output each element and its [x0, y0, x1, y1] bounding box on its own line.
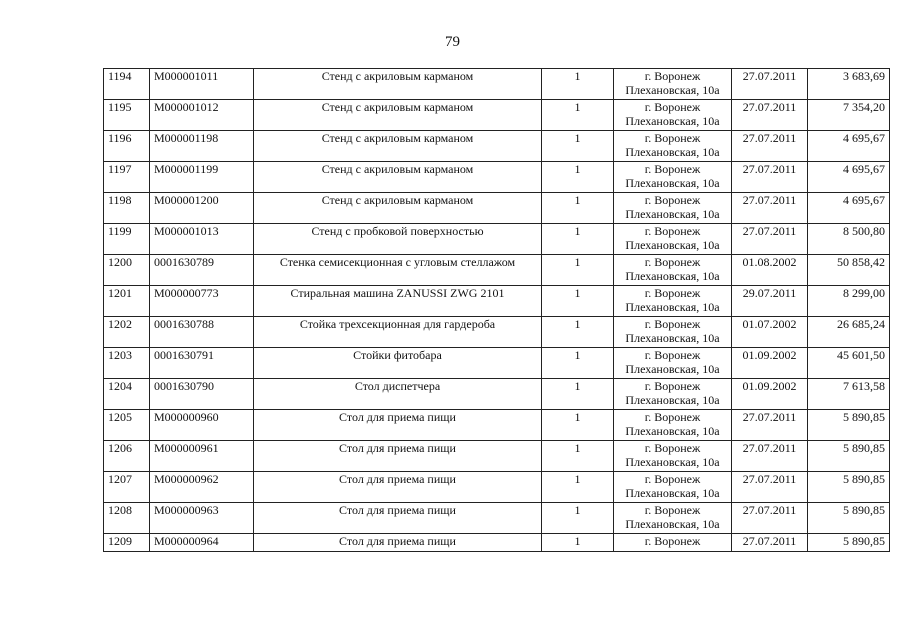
inventory-code-cell: М000000961 [150, 441, 254, 472]
value-cell: 4 695,67 [808, 162, 890, 193]
row-number-cell: 1201 [104, 286, 150, 317]
quantity-cell: 1 [542, 503, 614, 534]
table-row [104, 441, 890, 472]
row-number-cell: 1196 [104, 131, 150, 162]
address-cell [614, 348, 732, 379]
address-street: Плехановская, 10а [625, 114, 720, 128]
item-name-cell: Стенд с пробковой поверхностью [254, 224, 542, 255]
inventory-code-cell: М000000962 [150, 472, 254, 503]
address-cell [614, 534, 732, 552]
table-row [104, 317, 890, 348]
value-cell: 3 683,69 [808, 69, 890, 100]
address-city: г. Воронеж [644, 162, 701, 176]
address-street: Плехановская, 10а [625, 145, 720, 159]
address-street: Плехановская, 10а [625, 331, 720, 345]
address-city: г. Воронеж [644, 503, 701, 517]
address-city: г. Воронеж [644, 255, 701, 269]
table-row [104, 410, 890, 441]
item-name-cell: Стенд с акриловым карманом [254, 69, 542, 100]
inventory-code-cell: М000000773 [150, 286, 254, 317]
quantity-cell: 1 [542, 69, 614, 100]
address-cell [614, 317, 732, 348]
table-row [104, 69, 890, 100]
quantity-cell: 1 [542, 441, 614, 472]
address-cell [614, 503, 732, 534]
address-cell [614, 131, 732, 162]
value-cell: 50 858,42 [808, 255, 890, 286]
quantity-cell: 1 [542, 162, 614, 193]
table-row [104, 348, 890, 379]
table-row [104, 162, 890, 193]
date-cell: 27.07.2011 [732, 410, 808, 441]
address-city: г. Воронеж [644, 348, 701, 362]
item-name-cell: Стол для приема пищи [254, 472, 542, 503]
quantity-cell: 1 [542, 286, 614, 317]
value-cell: 4 695,67 [808, 193, 890, 224]
address-city: г. Воронеж [644, 193, 701, 207]
row-number-cell: 1198 [104, 193, 150, 224]
item-name-cell: Стол для приема пищи [254, 410, 542, 441]
row-number-cell: 1199 [104, 224, 150, 255]
row-number-cell: 1202 [104, 317, 150, 348]
date-cell: 29.07.2011 [732, 286, 808, 317]
inventory-code-cell: М000001200 [150, 193, 254, 224]
quantity-cell: 1 [542, 224, 614, 255]
date-cell: 27.07.2011 [732, 162, 808, 193]
table-row [104, 100, 890, 131]
date-cell: 27.07.2011 [732, 193, 808, 224]
address-cell [614, 410, 732, 441]
date-cell: 01.09.2002 [732, 379, 808, 410]
address-street: Плехановская, 10а [625, 517, 720, 531]
inventory-code-cell: 0001630788 [150, 317, 254, 348]
value-cell: 26 685,24 [808, 317, 890, 348]
address-city: г. Воронеж [644, 224, 701, 238]
table-row [104, 131, 890, 162]
item-name-cell: Стойка трехсекционная для гардероба [254, 317, 542, 348]
inventory-code-cell: М000000960 [150, 410, 254, 441]
address-cell [614, 162, 732, 193]
item-name-cell: Стенд с акриловым карманом [254, 100, 542, 131]
address-city: г. Воронеж [644, 131, 701, 145]
item-name-cell: Стенд с акриловым карманом [254, 162, 542, 193]
quantity-cell: 1 [542, 534, 614, 552]
page-number: 79 [445, 34, 460, 50]
address-cell [614, 441, 732, 472]
address-cell [614, 255, 732, 286]
table-row [104, 286, 890, 317]
inventory-code-cell: 0001630790 [150, 379, 254, 410]
address-street: Плехановская, 10а [625, 455, 720, 469]
date-cell: 01.08.2002 [732, 255, 808, 286]
address-city: г. Воронеж [644, 100, 701, 114]
inventory-table [103, 68, 890, 552]
quantity-cell: 1 [542, 193, 614, 224]
quantity-cell: 1 [542, 255, 614, 286]
table-row [104, 472, 890, 503]
quantity-cell: 1 [542, 317, 614, 348]
address-cell [614, 224, 732, 255]
date-cell: 27.07.2011 [732, 441, 808, 472]
item-name-cell: Стиральная машина ZANUSSI ZWG 2101 [254, 286, 542, 317]
date-cell: 27.07.2011 [732, 472, 808, 503]
date-cell: 27.07.2011 [732, 131, 808, 162]
address-city: г. Воронеж [644, 379, 701, 393]
row-number-cell: 1204 [104, 379, 150, 410]
row-number-cell: 1209 [104, 534, 150, 552]
address-cell [614, 379, 732, 410]
address-city: г. Воронеж [644, 441, 701, 455]
value-cell: 45 601,50 [808, 348, 890, 379]
item-name-cell: Стол диспетчера [254, 379, 542, 410]
date-cell: 27.07.2011 [732, 100, 808, 131]
table-row [104, 503, 890, 534]
value-cell: 5 890,85 [808, 503, 890, 534]
row-number-cell: 1208 [104, 503, 150, 534]
address-street: Плехановская, 10а [625, 176, 720, 190]
table-row [104, 379, 890, 410]
row-number-cell: 1195 [104, 100, 150, 131]
row-number-cell: 1207 [104, 472, 150, 503]
quantity-cell: 1 [542, 410, 614, 441]
address-city: г. Воронеж [644, 69, 701, 83]
item-name-cell: Стойки фитобара [254, 348, 542, 379]
inventory-code-cell: М000000963 [150, 503, 254, 534]
inventory-code-cell: 0001630789 [150, 255, 254, 286]
value-cell: 5 890,85 [808, 534, 890, 552]
address-city: г. Воронеж [644, 317, 701, 331]
address-street: Плехановская, 10а [625, 362, 720, 376]
date-cell: 01.09.2002 [732, 348, 808, 379]
address-street: Плехановская, 10а [625, 300, 720, 314]
row-number-cell: 1200 [104, 255, 150, 286]
table-row [104, 224, 890, 255]
address-city: г. Воронеж [644, 534, 701, 548]
table-body [104, 69, 890, 552]
address-street: Плехановская, 10а [625, 486, 720, 500]
address-city: г. Воронеж [644, 472, 701, 486]
address-city: г. Воронеж [644, 410, 701, 424]
address-cell [614, 472, 732, 503]
row-number-cell: 1203 [104, 348, 150, 379]
table-row [104, 255, 890, 286]
inventory-code-cell: 0001630791 [150, 348, 254, 379]
address-city: г. Воронеж [644, 286, 701, 300]
inventory-code-cell: М000001011 [150, 69, 254, 100]
value-cell: 8 299,00 [808, 286, 890, 317]
value-cell: 7 613,58 [808, 379, 890, 410]
item-name-cell: Стол для приема пищи [254, 534, 542, 552]
inventory-code-cell: М000001013 [150, 224, 254, 255]
address-cell [614, 193, 732, 224]
value-cell: 4 695,67 [808, 131, 890, 162]
row-number-cell: 1194 [104, 69, 150, 100]
address-street: Плехановская, 10а [625, 424, 720, 438]
address-street: Плехановская, 10а [625, 269, 720, 283]
value-cell: 5 890,85 [808, 410, 890, 441]
inventory-code-cell: М000001198 [150, 131, 254, 162]
inventory-code-cell: М000001199 [150, 162, 254, 193]
inventory-code-cell: М000000964 [150, 534, 254, 552]
item-name-cell: Стенка семисекционная с угловым стеллажом [254, 255, 542, 286]
address-street: Плехановская, 10а [625, 207, 720, 221]
value-cell: 5 890,85 [808, 441, 890, 472]
item-name-cell: Стол для приема пищи [254, 441, 542, 472]
row-number-cell: 1205 [104, 410, 150, 441]
row-number-cell: 1197 [104, 162, 150, 193]
row-number-cell: 1206 [104, 441, 150, 472]
item-name-cell: Стенд с акриловым карманом [254, 193, 542, 224]
value-cell: 5 890,85 [808, 472, 890, 503]
address-cell [614, 286, 732, 317]
quantity-cell: 1 [542, 100, 614, 131]
quantity-cell: 1 [542, 348, 614, 379]
address-cell [614, 69, 732, 100]
quantity-cell: 1 [542, 131, 614, 162]
address-cell [614, 100, 732, 131]
date-cell: 27.07.2011 [732, 224, 808, 255]
item-name-cell: Стенд с акриловым карманом [254, 131, 542, 162]
table-row [104, 193, 890, 224]
table-row [104, 534, 890, 552]
date-cell: 27.07.2011 [732, 69, 808, 100]
inventory-code-cell: М000001012 [150, 100, 254, 131]
address-street: Плехановская, 10а [625, 393, 720, 407]
address-street: Плехановская, 10а [625, 238, 720, 252]
address-street: Плехановская, 10а [625, 83, 720, 97]
quantity-cell: 1 [542, 472, 614, 503]
value-cell: 8 500,80 [808, 224, 890, 255]
date-cell: 27.07.2011 [732, 503, 808, 534]
date-cell: 01.07.2002 [732, 317, 808, 348]
item-name-cell: Стол для приема пищи [254, 503, 542, 534]
quantity-cell: 1 [542, 379, 614, 410]
date-cell: 27.07.2011 [732, 534, 808, 552]
value-cell: 7 354,20 [808, 100, 890, 131]
